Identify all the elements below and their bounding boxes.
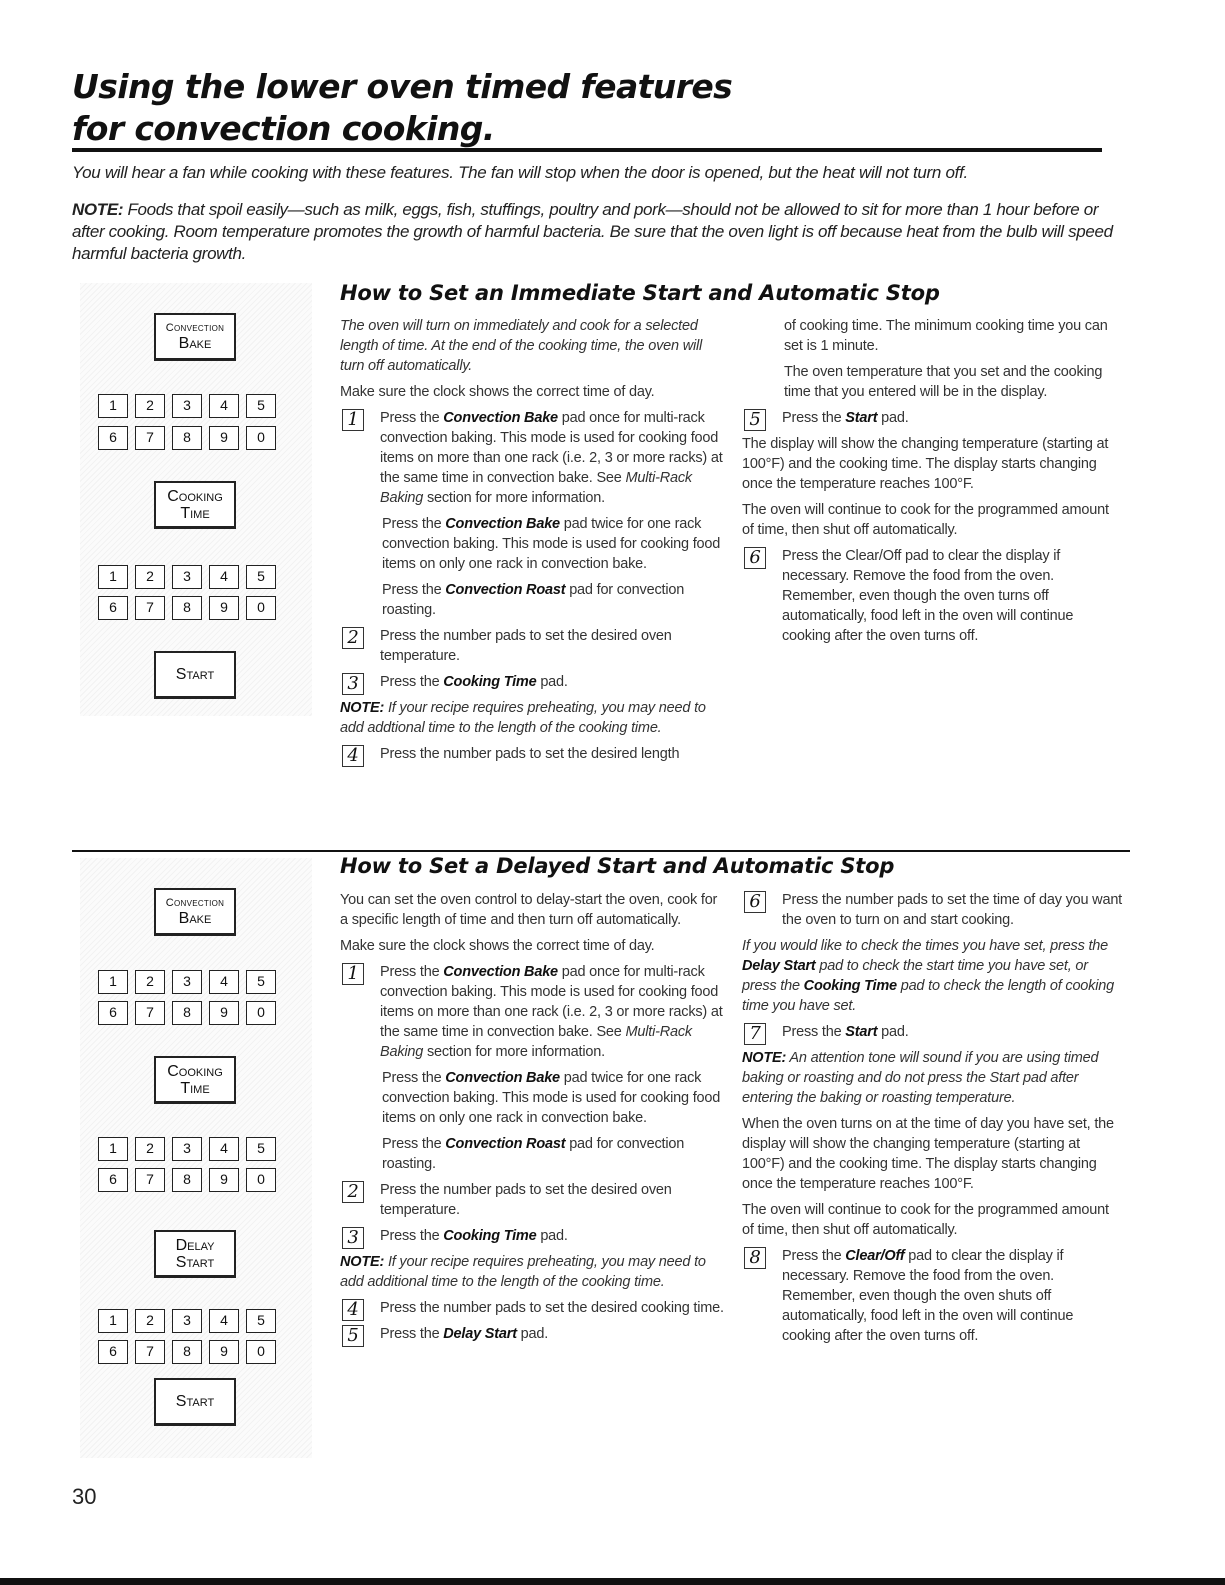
paragraph: When the oven turns on at the time of day you have set, the display will show the changing temperature (starting at 100°F) and the cooking time. The display starts changing once the temperature reaches 100°F. (742, 1116, 1114, 1192)
number-key: 5 (246, 1309, 276, 1333)
paragraph: The oven will continue to cook for the programmed amount of time, then shut off automatically. (742, 502, 1109, 538)
step-text: Press the number pads to set the desired oven temperature. (380, 1182, 672, 1218)
pad-label: Bake (178, 335, 212, 352)
number-key: 1 (98, 1309, 128, 1333)
tip-text: If you would like to check the times you have set, press the (742, 938, 1108, 954)
step-5 (340, 1324, 725, 1344)
number-key: 8 (172, 1001, 202, 1025)
start-pad (154, 651, 236, 699)
step-2 (340, 626, 725, 666)
number-key: 2 (135, 1309, 165, 1333)
check-times-tip (742, 936, 1122, 1016)
page-number: 30 (72, 1484, 97, 1509)
number-key: 1 (98, 970, 128, 994)
pad-name: Clear/Off (845, 1248, 905, 1264)
step-text: Press the (782, 1248, 846, 1264)
delay-start-pad (154, 1230, 236, 1278)
step-1 (340, 408, 725, 508)
number-key: 9 (209, 426, 239, 450)
step-number: 3 (342, 673, 364, 695)
safety-note (72, 199, 1117, 265)
pad-label: Start (175, 1393, 215, 1410)
step-1 (340, 962, 725, 1062)
step-text: Press the (382, 582, 446, 598)
step-8 (742, 1246, 1122, 1346)
step-text: Press the (382, 1136, 446, 1152)
number-key: 0 (246, 1001, 276, 1025)
step-7 (742, 1022, 1122, 1042)
step-text: Press the (782, 410, 846, 426)
note-text: If your recipe requires preheating, you may need to add addtional time to the length of the cooking time. (340, 700, 706, 736)
note-label: NOTE: (340, 1254, 385, 1270)
step-number: 5 (342, 1325, 364, 1347)
intro-text: You will hear a fan while cooking with these features. The fan will stop when the door is opened, but the heat will not turn off. (72, 163, 968, 182)
step-text: Press the number pads to set the desired cooking time. (380, 1300, 724, 1316)
step-number: 6 (744, 891, 766, 913)
number-key: 9 (209, 596, 239, 620)
step-number: 6 (744, 547, 766, 569)
step-text: Press the (380, 1326, 444, 1342)
number-key: 9 (209, 1001, 239, 1025)
step-text: Press the (380, 674, 444, 690)
note-text: If your recipe requires preheating, you may need to add additional time to the length of the cooking time. (340, 1254, 706, 1290)
number-key: 4 (209, 565, 239, 589)
step-text: section for more information. (423, 490, 605, 506)
keypad-illustration-1 (80, 283, 312, 716)
paragraph: Make sure the clock shows the correct time of day. (340, 938, 655, 954)
number-key: 0 (246, 1340, 276, 1364)
pad-label: Time (180, 1079, 210, 1097)
step-text: pad. (877, 1024, 909, 1040)
tip-text: pad to check the start time you have set, or press the (742, 958, 1088, 994)
step-5 (742, 408, 1122, 428)
step-1-option (340, 580, 725, 620)
step-text: Press the number pads to set the desired oven temperature. (380, 628, 672, 664)
pad-name: Start (845, 410, 878, 426)
step-3 (340, 672, 725, 692)
paragraph: The oven will continue to cook for the programmed amount of time, then shut off automatically. (742, 1202, 1109, 1238)
pad-label: Convection (165, 322, 225, 334)
step-text: pad. (536, 674, 568, 690)
step-text: Press the (382, 516, 446, 532)
cooking-time-pad (154, 481, 236, 529)
step-text: Press the number pads to set the desired length (380, 746, 680, 762)
step-text: pad for convection roasting. (382, 582, 685, 618)
step-text: Press the (782, 1024, 846, 1040)
step-text: pad. (516, 1326, 549, 1342)
number-key: 1 (98, 1137, 128, 1161)
section1-column-1 (340, 316, 725, 770)
step-text: pad. (536, 1228, 568, 1244)
page-title-line1: Using the lower oven timed features (72, 67, 733, 106)
step-6 (742, 890, 1122, 930)
number-key: 2 (135, 970, 165, 994)
number-key: 6 (98, 1168, 128, 1192)
step-2 (340, 1180, 725, 1220)
number-key: 1 (98, 394, 128, 418)
number-key: 0 (246, 596, 276, 620)
number-key: 7 (135, 1001, 165, 1025)
number-key: 4 (209, 394, 239, 418)
section-divider (72, 850, 1130, 852)
step-text: Press the (380, 1228, 444, 1244)
step-number: 2 (342, 1181, 364, 1203)
step-number: 5 (744, 409, 766, 431)
section2-column-2 (742, 890, 1122, 1352)
pad-label: Start (175, 1253, 215, 1271)
number-key: 3 (172, 970, 202, 994)
pad-label: Convection (165, 897, 225, 909)
step-text: section for more information. (423, 1044, 605, 1060)
number-key: 3 (172, 394, 202, 418)
number-key: 7 (135, 596, 165, 620)
keypad-illustration-2 (80, 858, 312, 1458)
step-text: Press the (380, 410, 444, 426)
convection-bake-pad (154, 888, 236, 936)
section-title-delayed: How to Set a Delayed Start and Automatic Stop (340, 854, 895, 878)
pad-name: Cooking Time (443, 1228, 537, 1244)
step-4 (340, 744, 725, 764)
step-6 (742, 546, 1122, 646)
step-number: 2 (342, 627, 364, 649)
number-key: 3 (172, 565, 202, 589)
step-text: pad to clear the display if necessary. Remove the food from the oven. Remember, even though the oven shuts off automatically, food left in the oven will continue cooking after the oven turns off. (782, 1248, 1074, 1344)
number-key: 7 (135, 1168, 165, 1192)
paragraph: You can set the oven control to delay-start the oven, cook for a specific length of time and then turn off automatically. (340, 892, 718, 928)
safety-note-label: NOTE: (72, 200, 124, 219)
pad-label: Cooking (167, 487, 223, 505)
step-1-option (340, 1134, 725, 1174)
number-key: 6 (98, 1340, 128, 1364)
number-key: 8 (172, 426, 202, 450)
number-key: 5 (246, 565, 276, 589)
number-key: 8 (172, 596, 202, 620)
step-text: pad once for multi-rack convection baking. This mode is used for cooking food items on more than one rack (i.e. 2, 3 or more racks) at the same time in convection bake. See (380, 964, 723, 1040)
paragraph: Make sure the clock shows the correct time of day. (340, 384, 655, 400)
number-key: 4 (209, 970, 239, 994)
number-key: 8 (172, 1168, 202, 1192)
tip-text: pad to check the length of cooking time you have set. (742, 978, 1114, 1014)
number-key: 6 (98, 1001, 128, 1025)
number-key: 2 (135, 565, 165, 589)
note-text: An attention tone will sound if you are using timed baking or roasting and do not press the Start pad after entering the baking or roasting temperature. (742, 1050, 1099, 1106)
step-text: pad once for multi-rack convection baking. This mode is used for cooking food items on more than one rack (i.e. 2, 3 or more racks) at the same time in convection bake. See (380, 410, 723, 486)
bottom-edge-bar (0, 1578, 1225, 1585)
number-key: 9 (209, 1168, 239, 1192)
pad-label: Cooking (167, 1062, 223, 1080)
number-key: 4 (209, 1137, 239, 1161)
step-number: 8 (744, 1247, 766, 1269)
number-key: 5 (246, 394, 276, 418)
paragraph: The oven temperature that you set and the cooking time that you entered will be in the display. (784, 364, 1103, 400)
number-key: 5 (246, 970, 276, 994)
step-number: 7 (744, 1023, 766, 1045)
section-reference: Multi-Rack Baking (380, 470, 692, 506)
pad-name: Convection Roast (445, 582, 566, 598)
cooking-time-pad (154, 1056, 236, 1104)
pad-name: Delay Start (742, 958, 816, 974)
pad-label: Time (180, 504, 210, 522)
step-number: 3 (342, 1227, 364, 1249)
step-text: Press the Clear/Off pad to clear the display if necessary. Remove the food from the oven. Remember, even though the oven turns off automatically, food left in the oven will continue cooking after the oven turns off. (782, 548, 1074, 644)
convection-bake-pad (154, 313, 236, 361)
step-text: Press the number pads to set the time of day you want the oven to turn on and start cooking. (782, 892, 1123, 928)
number-key: 0 (246, 1168, 276, 1192)
number-key: 3 (172, 1309, 202, 1333)
note-label: NOTE: (742, 1050, 787, 1066)
step-text: pad. (877, 410, 909, 426)
step-text: pad for convection roasting. (382, 1136, 685, 1172)
pad-name: Convection Bake (443, 410, 558, 426)
paragraph: The display will show the changing temperature (starting at 100°F) and the cooking time. The display starts changing once the temperature reaches 100°F. (742, 436, 1109, 492)
pad-name: Convection Bake (445, 1070, 560, 1086)
paragraph: The oven will turn on immediately and cook for a selected length of time. At the end of the cooking time, the oven will turn off automatically. (340, 318, 703, 374)
number-key: 2 (135, 1137, 165, 1161)
step-number: 1 (342, 963, 364, 985)
pad-name: Convection Roast (445, 1136, 566, 1152)
page-title-line2: for convection cooking. (72, 109, 495, 148)
pad-name: Convection Bake (445, 516, 560, 532)
number-key: 7 (135, 1340, 165, 1364)
step-text: pad twice for one rack convection baking. This mode is used for cooking food items on only one rack in convection bake. (382, 516, 721, 572)
number-key: 5 (246, 1137, 276, 1161)
pad-name: Convection Bake (443, 964, 558, 980)
note-label: NOTE: (340, 700, 385, 716)
number-key: 4 (209, 1309, 239, 1333)
start-pad (154, 1378, 236, 1426)
note (340, 698, 725, 738)
note (340, 1252, 725, 1292)
step-text: Press the (382, 1070, 446, 1086)
step-number: 4 (342, 1299, 364, 1321)
step-text: pad twice for one rack convection baking. This mode is used for cooking food items on only one rack in convection bake. (382, 1070, 721, 1126)
title-rule (72, 148, 1102, 152)
number-key: 1 (98, 565, 128, 589)
page-title (72, 66, 1132, 150)
step-1-option (340, 1068, 725, 1128)
step-3 (340, 1226, 725, 1246)
number-key: 8 (172, 1340, 202, 1364)
step-number: 4 (342, 745, 364, 767)
pad-label: Bake (178, 910, 212, 927)
pad-name: Start (845, 1024, 878, 1040)
section2-column-1 (340, 890, 725, 1350)
pad-name: Delay Start (443, 1326, 517, 1342)
number-key: 9 (209, 1340, 239, 1364)
step-4 (340, 1298, 725, 1318)
number-key: 7 (135, 426, 165, 450)
pad-label: Delay (175, 1236, 215, 1254)
section-title-immediate: How to Set an Immediate Start and Automatic Stop (340, 281, 940, 305)
pad-label: Start (175, 666, 215, 683)
step-number: 1 (342, 409, 364, 431)
step-text: Press the (380, 964, 444, 980)
section-reference: Multi-Rack Baking (380, 1024, 692, 1060)
pad-name: Cooking Time (803, 978, 897, 994)
number-key: 2 (135, 394, 165, 418)
number-key: 6 (98, 596, 128, 620)
safety-note-text: Foods that spoil easily—such as milk, eggs, fish, stuffings, poultry and pork—should not be allowed to sit for more than 1 hour before or after cooking. Room temperature promotes the growth of harmful bacteria. Be sure that the oven light is off because heat from the bulb will speed harmful bacteria growth. (72, 200, 1113, 263)
number-key: 3 (172, 1137, 202, 1161)
pad-name: Cooking Time (443, 674, 537, 690)
note (742, 1048, 1122, 1108)
section1-column-2 (742, 316, 1122, 652)
step-1-option (340, 514, 725, 574)
number-key: 0 (246, 426, 276, 450)
number-key: 6 (98, 426, 128, 450)
paragraph: of cooking time. The minimum cooking time you can set is 1 minute. (784, 318, 1108, 354)
